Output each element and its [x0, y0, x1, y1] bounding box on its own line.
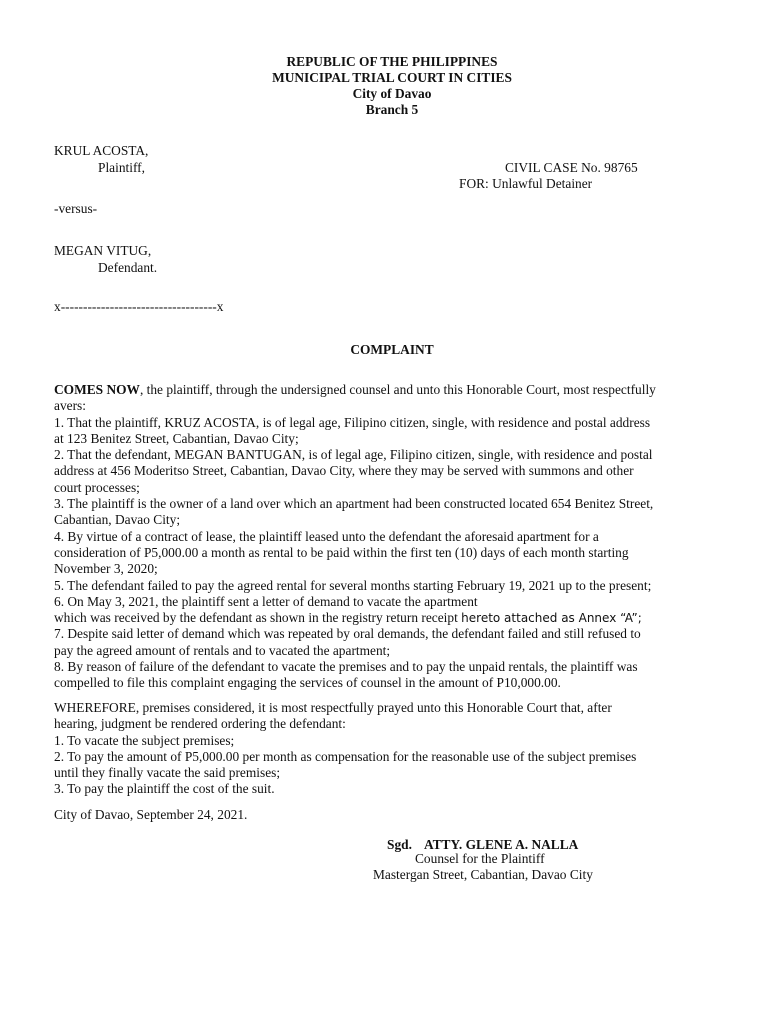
body-line: court processes; — [54, 479, 140, 495]
prayer-line: hearing, judgment be rendered ordering the defendant: — [54, 716, 346, 732]
body-line: 6. On May 3, 2021, the plaintiff sent a letter of demand to vacate the apartment — [54, 593, 478, 609]
prayer-line: WHEREFORE, premises considered, it is most respectfully prayed unto this Honorable Court that, after — [54, 700, 612, 715]
prayer-line: until they finally vacate the said premises; — [54, 765, 281, 781]
prayer-line: 1. To vacate the subject premises; — [54, 732, 235, 748]
counsel-role: Counsel for the Plaintiff — [415, 851, 545, 866]
header-republic: REPUBLIC OF THE PHILIPPINES — [286, 54, 498, 69]
body-line: 7. Despite said letter of demand which was repeated by oral demands, the defendant failed and still refused to — [54, 626, 641, 642]
prayer-line: 3. To pay the plaintiff the cost of the suit. — [54, 781, 275, 797]
document-title: COMPLAINT — [350, 342, 434, 357]
body-line: consideration of P5,000.00 a month as rental to be paid within the first ten (10) days of each month starting — [54, 544, 629, 560]
annex-line-start: which was received by the defendant as shown in the registry return receipt — [54, 610, 462, 626]
intro-bold: COMES NOW — [54, 382, 140, 397]
case-nature: FOR: Unlawful Detainer — [459, 176, 593, 191]
case-number: CIVIL CASE No. 98765 — [505, 160, 638, 175]
versus-label: -versus- — [54, 201, 98, 216]
body-line: pay the agreed amount of rentals and to vacated the apartment; — [54, 642, 391, 658]
defendant-role: Defendant. — [98, 260, 158, 275]
annex-reference: hereto attached as Annex “A”; — [461, 611, 642, 626]
body-line: compelled to file this complaint engaging the services of counsel in the amount of P10,000.00. — [54, 675, 561, 691]
plaintiff-name: KRUL ACOSTA, — [54, 143, 149, 158]
body-line: 3. The plaintiff is the owner of a land over which an apartment had been constructed located 654 Benitez Street, — [54, 496, 654, 512]
complaint-body — [54, 382, 744, 692]
body-line: Cabantian, Davao City; — [54, 512, 181, 528]
prayer-line: 2. To pay the amount of P5,000.00 per month as compensation for the reasonable use of the subject premises — [54, 748, 637, 764]
body-line: at 123 Benitez Street, Cabantian, Davao City; — [54, 430, 299, 446]
defendant-name: MEGAN VITUG, — [54, 243, 152, 258]
header-court: MUNICIPAL TRIAL COURT IN CITIES — [272, 70, 512, 85]
sgd-mark: Sgd. — [387, 837, 412, 852]
body-line: 4. By virtue of a contract of lease, the plaintiff leased unto the defendant the aforesaid apartment for a — [54, 528, 599, 544]
body-line: 5. The defendant failed to pay the agreed rental for several months starting February 19, 2021 up to the present; — [54, 577, 652, 593]
plaintiff-role: Plaintiff, — [98, 160, 145, 175]
counsel-name: ATTY. GLENE A. NALLA — [423, 837, 579, 852]
body-line: 2. That the defendant, MEGAN BANTUGAN, is of legal age, Filipino citizen, single, with residence and postal — [54, 447, 653, 463]
body-line: November 3, 2020; — [54, 561, 158, 577]
caption-separator: x-----------------------------------x — [54, 299, 224, 314]
annex-line — [54, 610, 744, 626]
header-city: City of Davao — [352, 86, 432, 101]
intro-rest: , the plaintiff, through the undersigned counsel and unto this Honorable Court, most respectfully — [139, 382, 656, 397]
body-line: address at 456 Moderitso Street, Cabantian, Davao City, where they may be served with summons and other — [54, 463, 634, 479]
body-line: 8. By reason of failure of the defendant to vacate the premises and to pay the unpaid rentals, the plaintiff was — [54, 659, 638, 675]
body-line: 1. That the plaintiff, KRUZ ACOSTA, is of legal age, Filipino citizen, single, with residence and postal address — [54, 414, 651, 430]
body-line: avers: — [54, 398, 86, 414]
intro-line — [54, 382, 744, 398]
prayer-section — [54, 700, 744, 798]
counsel-address: Mastergan Street, Cabantian, Davao City — [373, 867, 593, 882]
date-line: City of Davao, September 24, 2021. — [54, 807, 248, 822]
header-branch: Branch 5 — [365, 102, 419, 117]
